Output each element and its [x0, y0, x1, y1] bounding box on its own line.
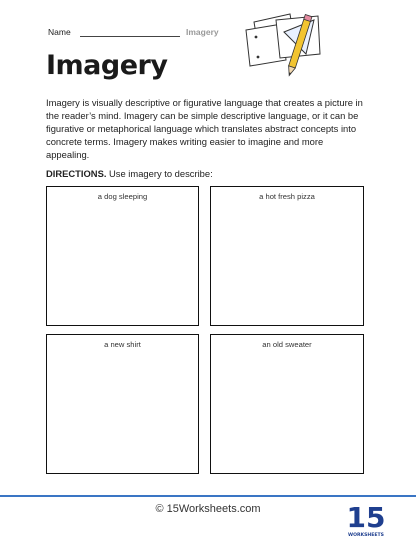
prompt-label: a hot fresh pizza [259, 192, 315, 201]
answer-box-dog[interactable] [46, 186, 199, 326]
logo-word: WORKSHEETS [348, 533, 384, 538]
paper-pencil-illustration [236, 10, 336, 82]
page-title: Imagery [46, 50, 168, 81]
prompt-label: a new shirt [104, 340, 141, 349]
name-label: Name [48, 27, 71, 37]
footer-copyright: © 15Worksheets.com [155, 503, 261, 515]
answer-box-pizza[interactable] [210, 186, 364, 326]
answer-box-sweater[interactable] [210, 334, 364, 474]
15worksheets-logo [346, 497, 386, 539]
topic-label: Imagery [186, 27, 219, 37]
answer-box-shirt[interactable] [46, 334, 199, 474]
directions-text: Use imagery to describe: [106, 168, 213, 179]
directions [46, 168, 213, 179]
prompt-label: a dog sleeping [97, 192, 148, 201]
intro-paragraph: Imagery is visually descriptive or figurative language that creates a picture in the reader’s mind. Imagery can be simple descriptive language, or it can be figurative or metaphorical language which translates abstract concepts into concrete terms. Imagery makes writing easier to imagine and more appealing. [46, 97, 363, 160]
prompt-label: an old sweater [262, 340, 312, 349]
name-input-line[interactable] [80, 36, 180, 37]
directions-label: DIRECTIONS. [46, 168, 107, 179]
logo-number: 15 [346, 501, 386, 534]
